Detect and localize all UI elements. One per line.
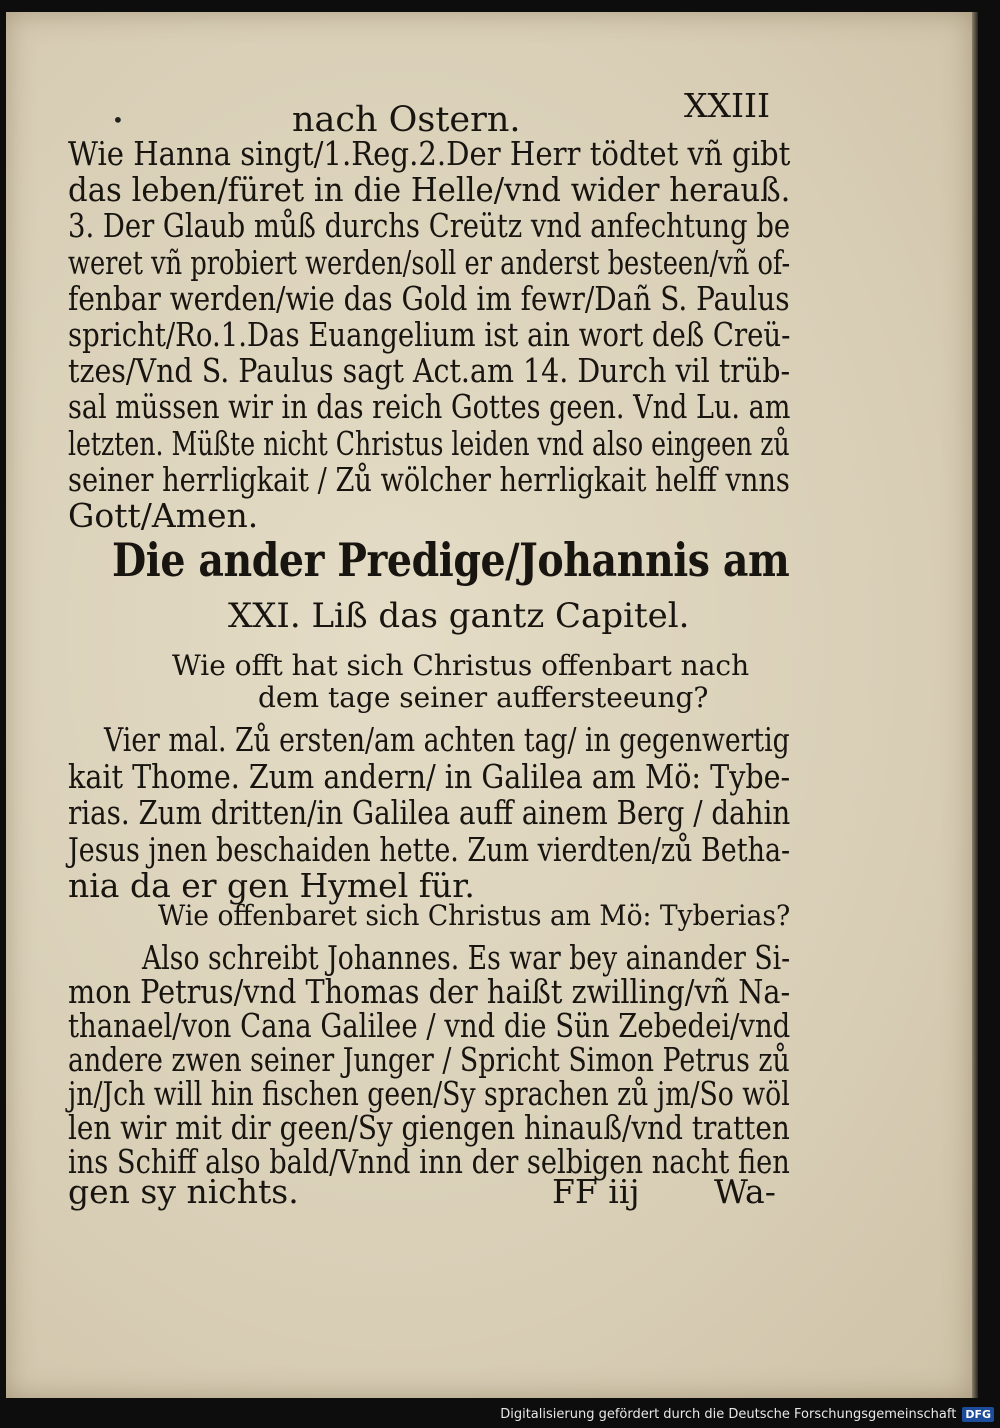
text-line: Wie offt hat sich Christus offenbart nach [172,649,750,682]
signature-mark: FF iij [552,1172,640,1211]
text-line: ins Schiff also bald/Vnnd inn der selbigen nacht fien [68,1142,790,1181]
text-line: seiner herrligkait / Zů wölcher herrligkait helff vnns [68,459,790,499]
text-line: sal müssen wir in das reich Gottes geen. Vnd Lu. am [68,387,791,427]
text-line: Also schreibt Johannes. Es war bey ainander Si- [142,938,791,977]
text-line: mon Petrus/vnd Thomas der haißt zwilling/vñ Na- [68,972,791,1011]
text-line: weret vñ probiert werden/soll er anderst besteen/vñ of- [68,242,791,282]
text-line: spricht/Ro.1.Das Euangelium ist ain wort deß Creü- [68,315,791,354]
text-line: jn/Jch will hin fischen geen/Sy sprachen zů jm/So wöl [68,1074,790,1113]
sermon-title: Die ander Predige/Johannis am [112,533,790,587]
text-line: letzten. Müßte nicht Christus leiden vnd also eingeen zů [68,423,790,463]
footer [500,1403,994,1425]
running-head: nach Ostern. [292,100,521,140]
text-line: Wie Hanna singt/1.Reg.2.Der Herr tödtet vñ gibt [68,134,791,173]
text-line: len wir mit dir geen/Sy giengen hinauß/vnd tratten [68,1108,790,1147]
text-line: rias. Zum dritten/in Galilea auff ainem Berg / dahin [68,793,791,832]
ink-speck: • [112,108,124,132]
text-line: nia da er gen Hymel für. [68,866,475,905]
text-line: dem tage seiner aufferstееung? [258,681,709,714]
text-line: kait Thome. Zum andern/ in Galilea am Mö: Tybe- [68,756,791,796]
text-line: fenbar werden/wie das Gold im fewr/Dañ S. Paulus [68,278,790,318]
sermon-subtitle: XXI. Liß das gantz Capitel. [228,596,690,636]
text-line: 3. Der Glaub můß durchs Creütz vnd anfechtung be [68,206,791,246]
text-line: tzes/Vnd S. Paulus sagt Act.am 14. Durch vil trüb- [68,351,791,391]
footer-text: Digitalisierung gefördert durch die Deutsche Forschungsgemeinschaft [500,1406,957,1422]
page-edge [972,12,978,1398]
text-line: andere zwen seiner Junger / Spricht Simon Petrus zů [68,1040,790,1079]
text-line: Vier mal. Zů ersten/am achten tag/ in gegenwertig [104,720,790,759]
text-line: thanael/von Cana Galilee / vnd die Sün Zebedei/vnd [68,1006,791,1045]
text-line: Jesus jnen beschaiden hette. Zum vierdten/zů Betha- [68,829,791,869]
folio-number: XXIII [684,86,771,125]
text-line: Wie offenbaret sich Christus am Mö: Tyberias? [158,899,791,932]
dfg-logo: DFG [962,1407,994,1422]
text-line: Gott/Amen. [68,496,259,535]
text-line: das leben/füret in die Helle/vnd wider herauß. [68,170,791,210]
catchword: Wa- [714,1172,776,1211]
last-line-text: gen sy nichts. [68,1172,299,1211]
